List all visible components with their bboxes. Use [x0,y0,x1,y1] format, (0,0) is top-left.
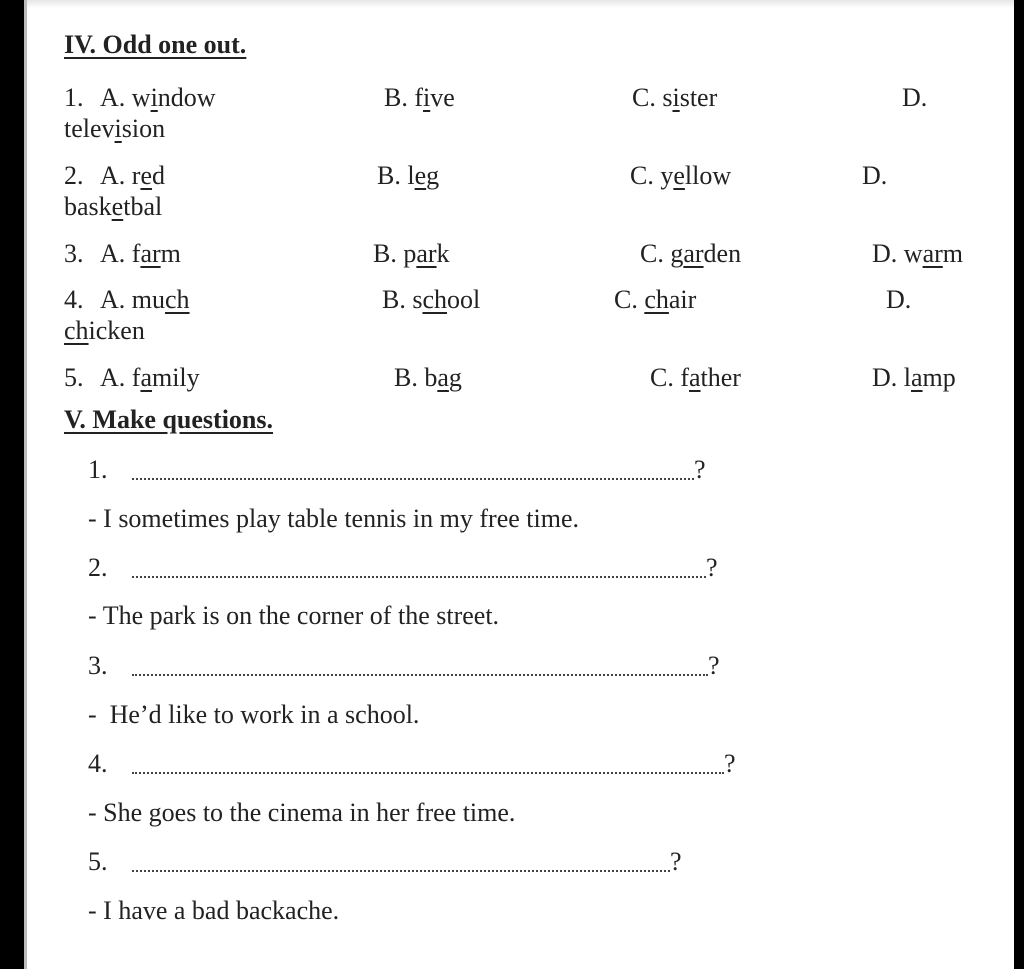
q1-option-d-label: D. [902,83,928,112]
question-3-mark: ? [708,651,720,680]
answer-4: - She goes to the cinema in her free time. [88,798,516,827]
q3-number: 3. [64,239,84,268]
q2-option-a: A. red [100,161,165,190]
section-4-title: IV. Odd one out. [64,30,247,59]
question-3-blank[interactable] [132,674,708,676]
question-3-number: 3. [88,651,108,680]
q5-option-a: A. family [100,363,200,392]
q2-option-b: B. leg [377,161,440,190]
answer-3: - He’d like to work in a school. [88,700,420,729]
q1-option-a: A. window [100,83,216,112]
q5-option-b: B. bag [394,363,462,392]
q4-option-c: C. chair [614,285,697,314]
q2-number: 2. [64,161,84,190]
worksheet-page [24,0,1014,969]
q3-option-c: C. garden [640,239,742,268]
question-4-mark: ? [724,749,736,778]
q4-option-d: chicken [64,316,145,345]
q3-option-a: A. farm [100,239,181,268]
q5-number: 5. [64,363,84,392]
answer-1: - I sometimes play table tennis in my free time. [88,504,579,533]
section-5-title: V. Make questions. [64,405,274,434]
question-5-blank[interactable] [132,870,670,872]
q1-number: 1. [64,83,84,112]
q1-option-c: C. sister [632,83,718,112]
page-edge [24,0,27,969]
question-1-mark: ? [694,455,706,484]
q4-number: 4. [64,285,84,314]
q5-option-d: D. lamp [872,363,956,392]
question-1-blank[interactable] [132,478,694,480]
q3-option-d: D. warm [872,239,963,268]
q2-option-d-label: D. [862,161,888,190]
question-5-mark: ? [670,847,682,876]
q1-option-d: television [64,114,166,143]
top-cut-shadow [24,0,1014,8]
q1-option-b: B. five [384,83,455,112]
answer-2: - The park is on the corner of the street. [88,601,500,630]
question-1-number: 1. [88,455,108,484]
question-2-mark: ? [706,553,718,582]
q2-option-d: basketbal [64,192,163,221]
question-2-blank[interactable] [132,576,706,578]
question-5-number: 5. [88,847,108,876]
q4-option-b: B. school [382,285,481,314]
q2-option-c: C. yellow [630,161,732,190]
question-4-number: 4. [88,749,108,778]
q5-option-c: C. father [650,363,741,392]
question-2-number: 2. [88,553,108,582]
q4-option-a: A. much [100,285,190,314]
q3-option-b: B. park [373,239,450,268]
q4-option-d-label: D. [886,285,912,314]
answer-5: - I have a bad backache. [88,896,340,925]
question-4-blank[interactable] [132,772,724,774]
